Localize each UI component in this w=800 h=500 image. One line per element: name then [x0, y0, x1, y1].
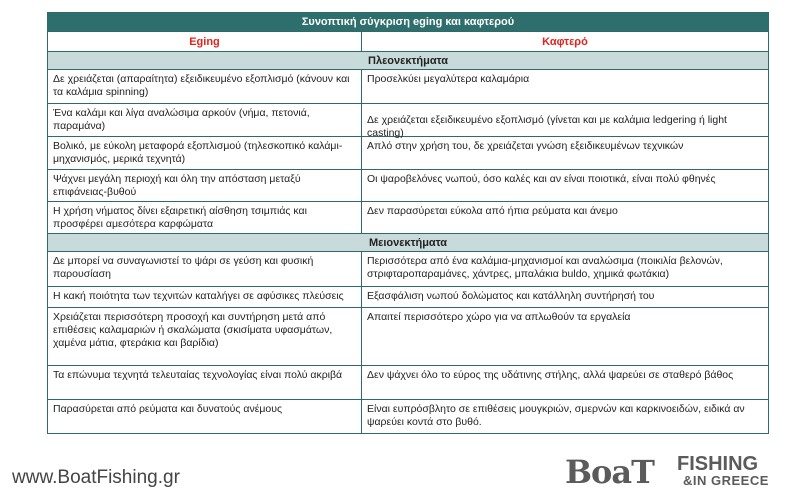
table-row — [48, 170, 769, 202]
table-row — [48, 366, 769, 400]
table-cell: Δε χρειάζεται εξειδικευμένο εξοπλισμό (γίνεται και με καλάμια ledgering ή light casting) — [362, 104, 769, 137]
table-cell: Χρειάζεται περισσότερη προσοχή και συντήρηση μετά από επιθέσεις καλαμαριών ή σκαλώματα (σκισίματα υφασμάτων, χαμένα μάτια, φτεράκια και βαρίδια) — [48, 308, 362, 366]
section-heading-advantages: Πλεονεκτήματα — [48, 52, 769, 70]
table-cell: Απλό στην χρήση του, δε χρειάζεται γνώση εξειδικευμένων τεχνικών — [362, 137, 769, 170]
table-cell: Εξασφάλιση νωπού δολώματος και κατάλληλη συντήρησή του — [362, 287, 769, 308]
table-cell: Δεν ψάχνει όλο το εύρος της υδάτινης στήλης, αλλά ψαρεύει σε σταθερό βάθος — [362, 366, 769, 400]
logo-greece-text: &IN GREECE — [683, 473, 769, 488]
table-row — [48, 287, 769, 308]
comparison-table — [47, 12, 769, 434]
table-row — [48, 202, 769, 234]
website-url: www.BoatFishing.gr — [12, 467, 180, 488]
table-cell: Απαιτεί περισσότερο χώρο για να απλωθούν τα εργαλεία — [362, 308, 769, 366]
section-heading-disadvantages: Μειονεκτήματα — [48, 234, 769, 252]
table-cell: Βολικό, με εύκολη μεταφορά εξοπλισμού (τηλεσκοπικό καλάμι-μηχανισμός, μερικά τεχνητά) — [48, 137, 362, 170]
table-row — [48, 400, 769, 434]
table-cell: Η κακή ποιότητα των τεχνιτών καταλήγει σε αφύσικες πλεύσεις — [48, 287, 362, 308]
boatfishing-logo — [565, 452, 790, 492]
table-cell: Δε χρειάζεται (απαραίτητα) εξειδικευμένο εξοπλισμό (κάνουν και τα καλάμια spinning) — [48, 70, 362, 104]
table-cell: Είναι ευπρόσβλητο σε επιθέσεις μουγκριών, σμερνών και καρκινοειδών, ειδικά αν ψαρεύει κοντά στο βυθό. — [362, 400, 769, 434]
table-row — [48, 252, 769, 287]
table-cell: Δεν παρασύρεται εύκολα από ήπια ρεύματα και άνεμο — [362, 202, 769, 234]
table-cell: Ψάχνει μεγάλη περιοχή και όλη την απόσταση μεταξύ επιφάνειας-βυθού — [48, 170, 362, 202]
table-cell: Προσελκύει μεγαλύτερα καλαμάρια — [362, 70, 769, 104]
table-cell: Περισσότερα από ένα καλάμια-μηχανισμοί και αναλώσιμα (ποικιλία βελονών, στριφταροπαραμάνες, χάντρες, μπαλάκια buldo, χημικά φωτάκια) — [362, 252, 769, 287]
table-cell: Οι ψαροβελόνες νωπού, όσο καλές και αν είναι ποιοτικά, είναι πολύ φθηνές — [362, 170, 769, 202]
logo-boat-text: BoaT — [565, 453, 654, 491]
table-cell: Ένα καλάμι και λίγα αναλώσιμα αρκούν (νήμα, πετονιά, παραμάνα) — [48, 104, 362, 137]
table-cell: Η χρήση νήματος δίνει εξαιρετική αίσθηση τσιμπιάς και προσφέρει αμεσότερα καρφώματα — [48, 202, 362, 234]
table-row — [48, 104, 769, 137]
table-title: Συνοπτική σύγκριση eging και καφτερού — [48, 13, 769, 32]
column-header-kafteró: Καφτερό — [362, 32, 769, 52]
table-row — [48, 137, 769, 170]
table-cell: Τα επώνυμα τεχνητά τελευταίας τεχνολογίας είναι πολύ ακριβά — [48, 366, 362, 400]
table-cell: Δε μπορεί να συναγωνιστεί το ψάρι σε γεύση και φυσική παρουσίαση — [48, 252, 362, 287]
table-cell: Παρασύρεται από ρεύματα και δυνατούς ανέμους — [48, 400, 362, 434]
table-row — [48, 70, 769, 104]
table-row — [48, 308, 769, 366]
column-header-eging: Eging — [48, 32, 362, 52]
logo-fishing-text: FISHING — [677, 453, 759, 475]
